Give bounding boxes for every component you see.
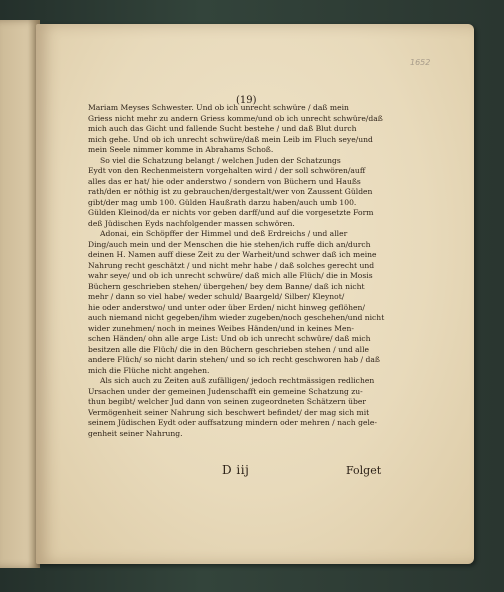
- pencil-annotation: 1652: [410, 58, 431, 67]
- text-line: Griess nicht mehr zu andern Griess komme/und ob ich unrecht schwüre/daß: [88, 113, 383, 123]
- facing-page-edge: [0, 20, 40, 568]
- text-line: genheit seiner Nahrung.: [88, 428, 183, 438]
- text-line: Adonai, ein Schöpffer der Himmel und deß Erdreichs / und aller: [100, 229, 348, 238]
- text-line: alles das er hat/ hie oder anderstwo / sondern von Büchern und Haußs: [88, 176, 361, 186]
- text-line: mein Seele nimmer komme in Abrahams Schoß.: [88, 145, 274, 154]
- text-line: Vermögenheit seiner Nahrung sich beschwert befindet/ der mag sich mit: [88, 407, 370, 417]
- page-body-text: [88, 103, 408, 439]
- text-line: deß Jüdischen Eyds nachfolgender massen schwören.: [88, 218, 295, 228]
- text-line: wider zunehmen/ noch in meines Weibes Händen/und in keines Men-: [88, 323, 354, 333]
- text-line: auch niemand nicht gegeben/ihm wieder zugeben/noch geschehen/und nicht: [88, 313, 385, 322]
- signature-mark: D iij: [222, 463, 250, 477]
- text-line: wahr seye/ und ob ich unrecht schwüre/ daß mich alle Flüch/ die in Mosis: [88, 271, 373, 280]
- text-line: mich auch das Gicht und fallende Sucht bestehe / und daß Blut durch: [88, 124, 357, 133]
- text-line: besitzen alle die Flüch/ die in den Büchern geschrieben stehen / und alle: [88, 344, 370, 354]
- text-line: Büchern geschrieben stehen/ übergehen/ bey dem Banne/ daß ich nicht: [88, 281, 365, 291]
- catchword: Folget: [346, 464, 382, 477]
- text-line: Eydt von den Rechenmeistern vorgehalten wird / der soll schwören/auff: [88, 166, 366, 175]
- text-line: thun begibt/ welcher Jud dann von seinen zugeordneten Schätzern über: [88, 397, 367, 406]
- text-line: andere Flüch/ so nicht darin stehen/ und so ich recht geschworen hab / daß: [88, 355, 380, 364]
- text-line: gibt/der mag umb 100. Gülden Haußrath darzu haben/auch umb 100.: [88, 197, 357, 207]
- text-line: hie oder anderstwo/ und unter oder über Erden/ nicht hinweg geflöhen/: [88, 302, 365, 312]
- text-line: Ding/auch mein und der Menschen die hie stehen/ich ruffe dich an/durch: [88, 239, 371, 249]
- text-line: mich gehe. Und ob ich unrecht schwüre/daß mein Leib im Fluch seye/und: [88, 134, 373, 144]
- text-line: rath/den er nöthig ist zu gebrauchen/dergestalt/wer von Zaussent Gülden: [88, 187, 373, 196]
- text-line: deinen H. Namen auff diese Zeit zu der Warheit/und schwer daß ich meine: [88, 250, 377, 259]
- text-line: Als sich auch zu Zeiten auß zufälligen/ jedoch rechtmässigen redlichen: [100, 376, 375, 385]
- text-line: Gülden Kleinod/da er nichts vor geben darff/und auf die vorgesetzte Form: [88, 208, 374, 217]
- text-line: seinem Jüdischen Eydt oder auffsatzung mindern oder mehren / nach gele-: [88, 418, 377, 427]
- text-line: Ursachen under der gemeinen Judenschafft ein gemeine Schatzung zu-: [88, 386, 363, 396]
- text-line: Nahrung recht geschätzt / und nicht mehr habe / daß solches gerecht und: [88, 260, 375, 270]
- text-line: mich die Flüche nicht angehen.: [88, 365, 210, 375]
- text-line: schen Händen/ ohn alle arge List: Und ob ich unrecht schwüre/ daß mich: [88, 334, 371, 343]
- text-line: So viel die Schatzung belangt / welchen Juden der Schatzungs: [100, 155, 341, 165]
- text-line: mehr / dann so viel habe/ weder schuld/ Baargeld/ Silber/ Kleynot/: [88, 292, 345, 301]
- text-line: Mariam Meyses Schwester. Und ob ich unrecht schwüre / daß mein: [88, 103, 349, 112]
- page-number: (19): [236, 95, 257, 106]
